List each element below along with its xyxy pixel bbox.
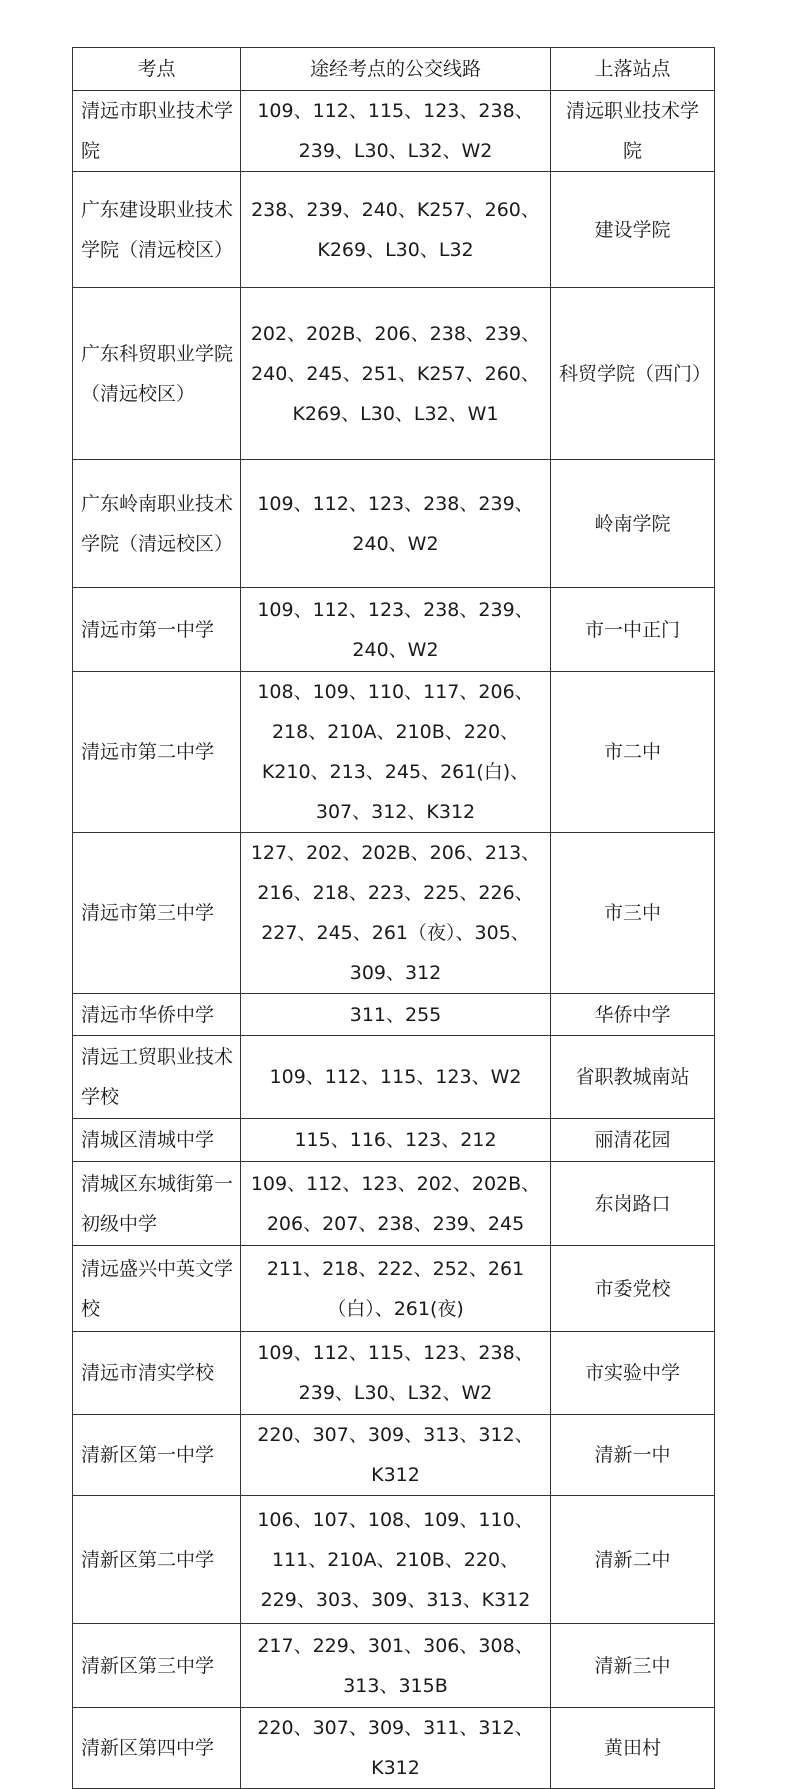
table-row <box>73 588 715 672</box>
cell-exam-site: 清城区东城街第一初级中学 <box>73 1162 241 1246</box>
cell-exam-site: 清城区清城中学 <box>73 1119 241 1162</box>
cell-bus-routes: 202、202B、206、238、239、240、245、251、K257、260、K269、L30、L32、W1 <box>241 288 551 460</box>
table-row <box>73 1708 715 1789</box>
bus-route-table-container <box>72 47 714 1789</box>
table-row <box>73 1162 715 1246</box>
cell-bus-routes: 106、107、108、109、110、111、210A、210B、220、229、303、309、313、K312 <box>241 1496 551 1624</box>
cell-exam-site: 清远市华侨中学 <box>73 994 241 1036</box>
cell-exam-site: 清新区第三中学 <box>73 1624 241 1708</box>
cell-stop: 丽清花园 <box>551 1119 715 1162</box>
table-row <box>73 460 715 588</box>
cell-bus-routes: 109、112、115、123、W2 <box>241 1036 551 1119</box>
table-header-row <box>73 48 715 91</box>
table-row <box>73 1332 715 1415</box>
cell-stop: 市委党校 <box>551 1246 715 1332</box>
cell-bus-routes: 109、112、123、238、239、240、W2 <box>241 460 551 588</box>
cell-exam-site: 广东建设职业技术学院（清远校区） <box>73 172 241 288</box>
cell-stop: 清远职业技术学院 <box>551 91 715 172</box>
cell-exam-site: 清新区第四中学 <box>73 1708 241 1789</box>
cell-stop: 清新一中 <box>551 1415 715 1496</box>
table-row <box>73 994 715 1036</box>
cell-exam-site: 清远市第二中学 <box>73 672 241 833</box>
table-row <box>73 91 715 172</box>
cell-bus-routes: 108、109、110、117、206、218、210A、210B、220、K210、213、245、261(白)、307、312、K312 <box>241 672 551 833</box>
bus-route-table <box>72 47 715 1789</box>
cell-exam-site: 清新区第一中学 <box>73 1415 241 1496</box>
cell-bus-routes: 115、116、123、212 <box>241 1119 551 1162</box>
cell-exam-site: 清远盛兴中英文学校 <box>73 1246 241 1332</box>
cell-exam-site: 清新区第二中学 <box>73 1496 241 1624</box>
cell-bus-routes: 217、229、301、306、308、313、315B <box>241 1624 551 1708</box>
cell-exam-site: 清远市职业技术学院 <box>73 91 241 172</box>
table-row <box>73 833 715 994</box>
cell-bus-routes: 109、112、123、238、239、240、W2 <box>241 588 551 672</box>
table-row <box>73 1624 715 1708</box>
table-row <box>73 1496 715 1624</box>
cell-bus-routes: 109、112、115、123、238、239、L30、L32、W2 <box>241 1332 551 1415</box>
cell-bus-routes: 311、255 <box>241 994 551 1036</box>
table-row <box>73 1415 715 1496</box>
cell-stop: 华侨中学 <box>551 994 715 1036</box>
table-row <box>73 1246 715 1332</box>
cell-bus-routes: 109、112、115、123、238、239、L30、L32、W2 <box>241 91 551 172</box>
cell-bus-routes: 109、112、123、202、202B、206、207、238、239、245 <box>241 1162 551 1246</box>
cell-stop: 清新二中 <box>551 1496 715 1624</box>
cell-stop: 黄田村 <box>551 1708 715 1789</box>
cell-exam-site: 广东岭南职业技术学院（清远校区） <box>73 460 241 588</box>
cell-stop: 市一中正门 <box>551 588 715 672</box>
cell-exam-site: 清远市第三中学 <box>73 833 241 994</box>
table-row <box>73 672 715 833</box>
table-row <box>73 1119 715 1162</box>
cell-stop: 岭南学院 <box>551 460 715 588</box>
header-exam-site: 考点 <box>73 48 241 91</box>
cell-stop: 科贸学院（西门） <box>551 288 715 460</box>
cell-exam-site: 清远市第一中学 <box>73 588 241 672</box>
cell-stop: 市实验中学 <box>551 1332 715 1415</box>
cell-bus-routes: 238、239、240、K257、260、K269、L30、L32 <box>241 172 551 288</box>
table-row <box>73 288 715 460</box>
cell-stop: 省职教城南站 <box>551 1036 715 1119</box>
cell-stop: 市三中 <box>551 833 715 994</box>
cell-bus-routes: 211、218、222、252、261（白）、261(夜) <box>241 1246 551 1332</box>
cell-stop: 建设学院 <box>551 172 715 288</box>
cell-bus-routes: 220、307、309、313、312、K312 <box>241 1415 551 1496</box>
cell-stop: 东岗路口 <box>551 1162 715 1246</box>
header-bus-routes: 途经考点的公交线路 <box>241 48 551 91</box>
header-stop: 上落站点 <box>551 48 715 91</box>
cell-exam-site: 清远市清实学校 <box>73 1332 241 1415</box>
cell-stop: 清新三中 <box>551 1624 715 1708</box>
cell-exam-site: 清远工贸职业技术学校 <box>73 1036 241 1119</box>
table-row <box>73 1036 715 1119</box>
cell-bus-routes: 220、307、309、311、312、K312 <box>241 1708 551 1789</box>
cell-bus-routes: 127、202、202B、206、213、216、218、223、225、226、227、245、261（夜）、305、309、312 <box>241 833 551 994</box>
cell-exam-site: 广东科贸职业学院（清远校区） <box>73 288 241 460</box>
table-row <box>73 172 715 288</box>
cell-stop: 市二中 <box>551 672 715 833</box>
